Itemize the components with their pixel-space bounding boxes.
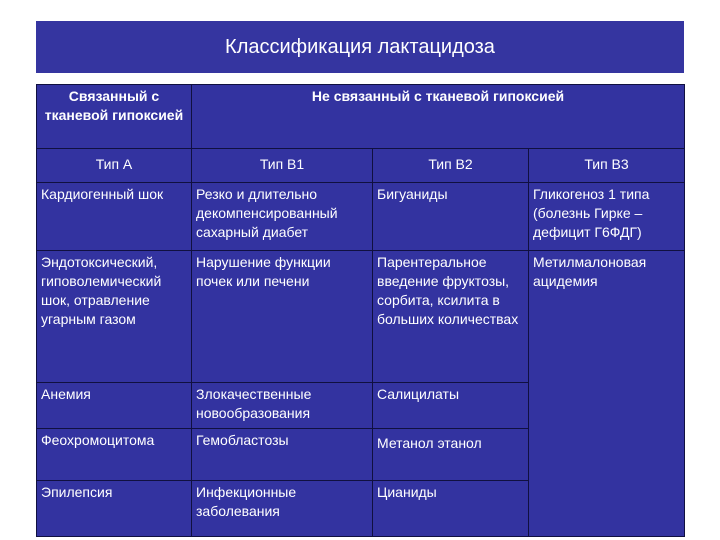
cell-type-b1: Гемобластозы [192, 429, 373, 481]
cell-type-a: Анемия [37, 383, 192, 429]
table-title: Классификация лактацидоза [36, 21, 684, 73]
cell-type-b3: Метилмалоновая ацидемия [529, 251, 685, 537]
table-row [37, 251, 685, 383]
header-unrelated: Не связанный с тканевой гипоксией [192, 85, 685, 149]
cell-type-b2: Парентеральное введение фруктозы, сорбита, ксилита в больших количествах [373, 251, 529, 383]
header-row-groups [37, 85, 685, 149]
type-b2-header: Тип В2 [373, 149, 529, 183]
cell-type-b1: Резко и длительно декомпенсированный сахарный диабет [192, 183, 373, 251]
type-a-header: Тип А [37, 149, 192, 183]
cell-type-b2: Салицилаты [373, 383, 529, 429]
cell-type-b1: Инфекционные заболевания [192, 481, 373, 537]
cell-type-b2: Метанол этанол [373, 429, 529, 481]
classification-table [36, 84, 685, 537]
cell-type-a: Феохромоцитома [37, 429, 192, 481]
cell-type-b1: Нарушение функции почек или печени [192, 251, 373, 383]
cell-type-b3: Гликогеноз 1 типа (болезнь Гирке – дефицит Г6ФДГ) [529, 183, 685, 251]
header-row-types [37, 149, 685, 183]
cell-type-b2: Бигуаниды [373, 183, 529, 251]
table-row [37, 183, 685, 251]
type-b1-header: Тип В1 [192, 149, 373, 183]
header-related: Связанный с тканевой гипоксией [37, 85, 192, 149]
cell-type-a: Эндотоксический, гиповолемический шок, отравление угарным газом [37, 251, 192, 383]
cell-type-a: Эпилепсия [37, 481, 192, 537]
type-b3-header: Тип В3 [529, 149, 685, 183]
cell-type-a: Кардиогенный шок [37, 183, 192, 251]
cell-type-b1: Злокачественные новообразования [192, 383, 373, 429]
cell-type-b2: Цианиды [373, 481, 529, 537]
